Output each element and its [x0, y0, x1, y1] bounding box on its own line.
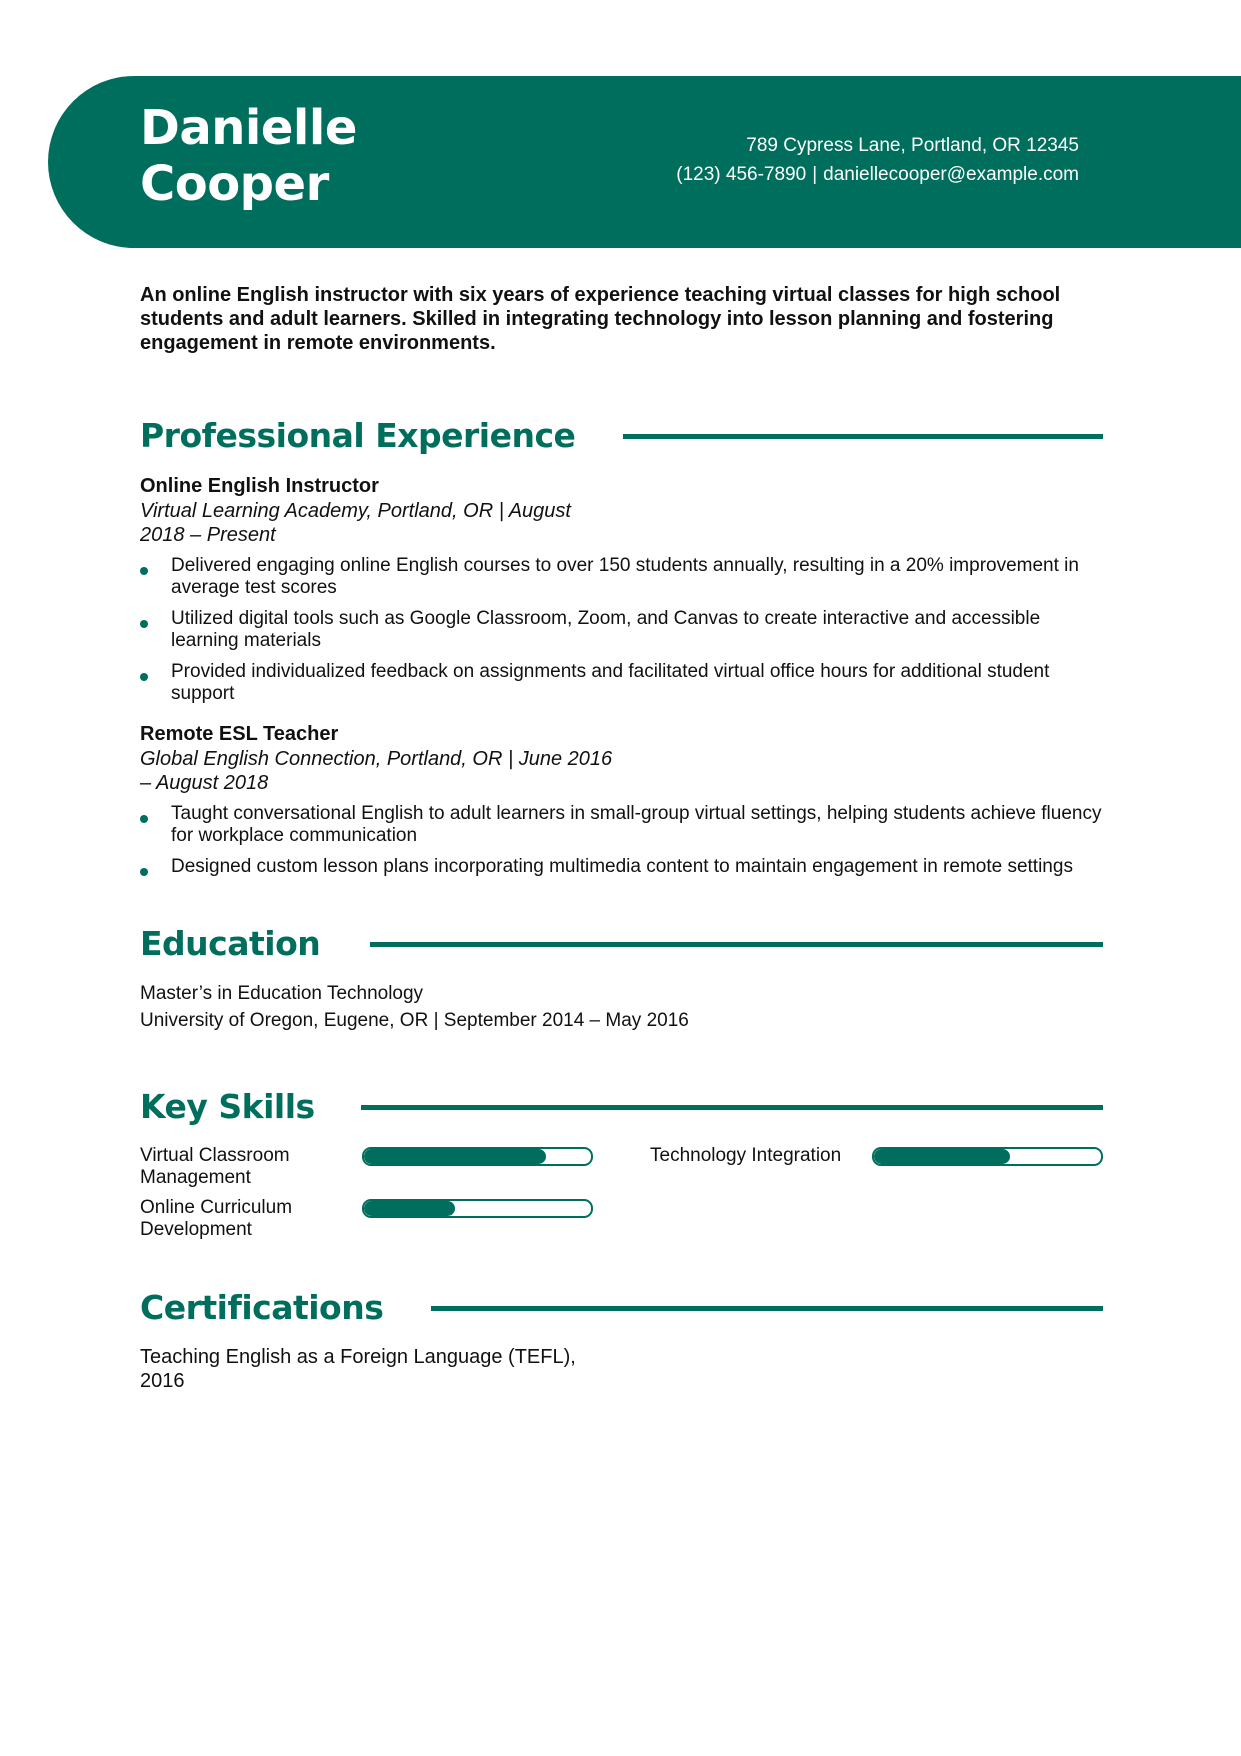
email[interactable]: daniellecooper@example.com	[823, 164, 1079, 185]
address: 789 Cypress Lane, Portland, OR 12345	[746, 135, 1079, 156]
job-bullet: Designed custom lesson plans incorporating multimedia content to maintain engagement in remote settings	[140, 856, 1110, 878]
phone-email-line	[676, 160, 1079, 189]
experience-heading: Professional Experience	[140, 416, 576, 455]
skills-section-heading	[140, 1087, 1103, 1127]
degree: Master’s in Education Technology	[140, 983, 424, 1004]
skills-heading: Key Skills	[140, 1087, 315, 1126]
education-entry	[140, 980, 689, 1034]
contact-info	[676, 131, 1079, 189]
last-name: Cooper	[140, 156, 329, 212]
skill-bar	[362, 1199, 593, 1218]
job-meta: Virtual Learning Academy, Portland, OR | August 2018 – Present	[140, 500, 571, 546]
job-bullets	[140, 555, 1110, 705]
job-entry	[140, 473, 1110, 714]
phone: (123) 456-7890	[676, 164, 807, 185]
skill-item	[140, 1197, 593, 1241]
skill-bar	[872, 1147, 1103, 1166]
job-bullets	[140, 803, 1110, 878]
skill-item	[140, 1145, 593, 1189]
certification-item: Teaching English as a Foreign Language (TEFL), 2016	[140, 1346, 576, 1392]
job-bullet: Provided individualized feedback on assignments and facilitated virtual office hours for additional student support	[140, 661, 1110, 705]
school: University of Oregon, Eugene, OR | September 2014 – May 2016	[140, 1010, 689, 1031]
skill-label: Online Curriculum Development	[140, 1197, 293, 1240]
job-bullet: Taught conversational English to adult learners in small-group virtual settings, helping students achieve fluency for workplace communication	[140, 803, 1110, 847]
skill-bar-fill	[364, 1201, 455, 1216]
skill-item	[650, 1145, 1103, 1167]
skill-bar-fill	[874, 1149, 1010, 1164]
skill-label: Technology Integration	[650, 1145, 842, 1166]
experience-section-heading	[140, 416, 1103, 456]
first-name: Danielle	[140, 100, 357, 156]
job-entry	[140, 721, 1110, 887]
education-heading: Education	[140, 924, 321, 963]
skill-bar-fill	[364, 1149, 546, 1164]
education-section-heading	[140, 924, 1103, 964]
experience-rule	[623, 434, 1103, 439]
skills-rule	[361, 1105, 1103, 1110]
certifications-heading: Certifications	[140, 1288, 384, 1327]
summary: An online English instructor with six years of experience teaching virtual classes for high school students and adult learners. Skilled in integrating technology into lesson planning and fostering engagement in remote environments.	[140, 284, 1061, 354]
candidate-name	[140, 100, 357, 212]
job-title: Remote ESL Teacher	[140, 723, 339, 745]
job-bullet: Utilized digital tools such as Google Classroom, Zoom, and Canvas to create interactive and accessible learning materials	[140, 608, 1110, 652]
education-rule	[370, 942, 1103, 947]
job-meta: Global English Connection, Portland, OR | June 2016 – August 2018	[140, 748, 613, 794]
contact-separator: |	[812, 164, 818, 185]
skill-label: Virtual Classroom Management	[140, 1145, 290, 1188]
certifications-rule	[431, 1306, 1103, 1311]
certifications-section-heading	[140, 1288, 1103, 1328]
job-title: Online English Instructor	[140, 475, 379, 497]
skill-bar	[362, 1147, 593, 1166]
job-bullet: Delivered engaging online English courses to over 150 students annually, resulting in a 20% improvement in average test scores	[140, 555, 1110, 599]
